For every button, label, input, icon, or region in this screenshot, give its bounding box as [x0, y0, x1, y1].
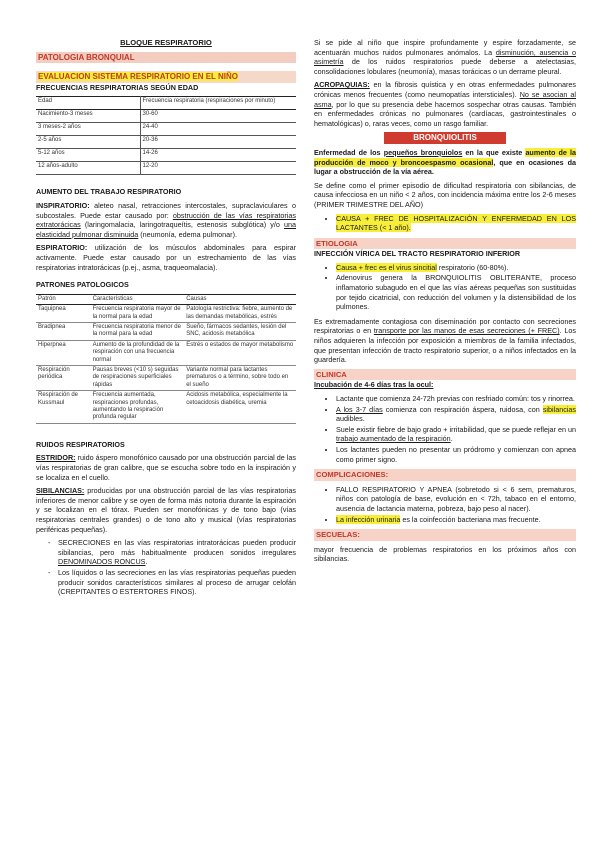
bronquiolitis-definition-2: Se define como el primer episodio de dificultad respiratoria con sibilancias, de causa infecciosa en un niño < 2 años, con incidencia máxima entre los 2-6 meses (PRIMER TRIMESTRE DEL AÑO) — [314, 180, 576, 209]
table-row — [36, 162, 296, 175]
etiologia-bullets — [314, 263, 576, 312]
text-span: . — [145, 557, 148, 567]
inspiratorio-paragraph — [36, 201, 296, 239]
table-cell: 20-36 — [140, 136, 296, 149]
table-row — [36, 365, 296, 390]
text-span: , por lo que su presencia debe hacernos sospechar otras causas. También en enfermedades crónicas no pulmonares (cardíacas, gastrointestinales o hematológicas) o, raras veces, como un rasgo familiar. — [314, 99, 576, 128]
table-cell: 12 años-adulto — [36, 162, 140, 175]
sibilancias-paragraph — [36, 486, 296, 534]
section-evaluacion — [36, 71, 296, 83]
text-span: . Los niños adquieren la infección por exposición a miembros de la familia infectados, que presentan infección de tracto respiratorio superior, o a niños infectados en la guardería. — [314, 326, 576, 365]
bronquiolitis-title: BRONQUIOLITIS — [384, 132, 506, 144]
text-highlight: Causa + frec es el virus sincitial — [336, 262, 437, 272]
text-span: utilización de los músculos abdominales para espirar activamente. Puede estar causado por un estrechamiento de las vías respiratorias intratorácicas (p.ej., asma, traqueomalacia). — [36, 243, 296, 272]
text-underlined: disminución, ausencia o asimetría — [314, 47, 576, 67]
table-row — [36, 322, 296, 340]
complicaciones-title: COMPLICACIONES: — [314, 469, 576, 481]
list-item: • Lactante que comienza 24-72h previas con resfriado común: tos y rinorrea. — [336, 394, 576, 404]
espiratorio-label: ESPIRATORIO: — [36, 243, 88, 253]
text-span: SECRECIONES en las vías respiratorias intratorácicas pueden producir sibilancias, pero más habitualmente producen sonidos irregulares — [58, 538, 296, 557]
text-underlined: transporte por las manos de esas secreciones (+ FREC) — [373, 326, 560, 336]
table-cell: Aumento de la profundidad de la respiración con una frecuencia normal — [91, 340, 185, 365]
text-span: respiratorio (60-80%). — [436, 262, 509, 272]
right-column — [314, 38, 576, 564]
text-span: aleteo nasal, retracciones intercostales, supraclaviculares o subcostales. Puede estar causado por: — [36, 200, 296, 220]
table-cell: Pausas breves (<10 s) seguidas de respiraciones superficiales rápidas — [91, 365, 185, 390]
text-span: comienza con respiración áspera, ruidosa, con — [382, 404, 543, 414]
table-header-row — [36, 97, 296, 110]
text-span: ruido áspero monofónico causado por una obstrucción parcial de las vías respiratorias de gran calibre, que se escucha sobre todo en la inspiración y se localiza en el cuello. — [36, 453, 296, 482]
table-cell: 30-60 — [140, 110, 296, 123]
table-cell: Taquipnea — [36, 305, 91, 323]
text-span: Es extremadamente contagiosa con diseminación por contacto con secreciones respiratorias o en — [314, 316, 576, 336]
table-cell: Estrés o estados de mayor metabolismo — [184, 340, 296, 365]
table-header-cell: Edad — [36, 97, 140, 110]
intro-paragraph — [314, 38, 576, 76]
table-cell: Variante normal para lactantes prematuros o a término, sobre todo en el sueño — [184, 365, 296, 390]
table-row — [36, 110, 296, 123]
text-span: de los ruidos respiratorios puede deberse a atelectasias, consolidaciones lobulares (neumonía), masas torácicas o un derrame pleural. — [314, 57, 576, 76]
list-item — [336, 405, 576, 424]
list-item — [58, 538, 296, 567]
table-cell: Patología restrictiva: fiebre, aumento de las demandas metabólicas, estrés — [184, 305, 296, 323]
sibilancias-label: SIBILANCIAS: — [36, 486, 85, 496]
ruidos-dash-list — [36, 538, 296, 597]
table-header-row — [36, 294, 296, 304]
text-span: Enfermedad de los — [314, 147, 384, 157]
list-item — [336, 425, 576, 444]
table-header-cell: Causas — [184, 294, 296, 304]
table-cell: 12-20 — [140, 162, 296, 175]
table-cell: 3 meses-2 años — [36, 123, 140, 136]
text-underlined: obstrucción de las vías respiratorias extratorácicas — [36, 210, 296, 230]
acropaquias-label: ACROPAQUIAS: — [314, 80, 370, 90]
text-span: en la fibrosis quística y en otras enfermedades pulmonares crónicas menos frecuentes (como neumopatías intersticiales). — [314, 80, 576, 99]
incubacion-text: Incubación de 4-6 días tras la ocul: — [314, 380, 434, 390]
espiratorio-paragraph — [36, 243, 296, 272]
list-item: • Adenovirus genera la BRONQUIOLITIS OBLITERANTE, proceso inflamatorio subagudo en el que las vías aéreas pequeñas son sustituidas por tejido cicatricial, con reducción del volumen y la distensibilidad de los pulmones. — [336, 273, 576, 311]
text-span: (laringomalacia, laringotraqueítis, estenosis subglótica) y/o — [80, 220, 284, 230]
table-cell: 2-5 años — [36, 136, 140, 149]
text-highlight: CAUSA + FREC DE HOSPITALIZACIÓN Y ENFERMEDAD EN LOS LACTANTES (< 1 año). — [336, 213, 576, 233]
clinica-bullets — [314, 394, 576, 464]
frequency-table — [36, 96, 296, 175]
table-cell: Frecuencia respiratoria mayor de la normal para la edad — [91, 305, 185, 323]
text-underlined: trabajo aumentado de la respiración — [336, 434, 451, 444]
estridor-paragraph — [36, 453, 296, 482]
table-row — [36, 136, 296, 149]
aumento-title: AUMENTO DEL TRABAJO RESPIRATORIO — [36, 187, 182, 197]
text-span: producidas por una obstrucción parcial de las vías respiratorias inferiores de menor calibre y se oyen de forma más notoria durante la espiración y se localizan en el tórax. Pueden ser monofónicas y de tono bajo (vías respiratorias centrales grandes) o de tono alto y musical (vías respiratorias periféricas pequeñas). — [36, 486, 296, 534]
text-underlined: No se asocian al asma — [314, 89, 576, 109]
list-item — [336, 515, 576, 525]
text-span: (neumonía, edema pulmonar). — [138, 229, 237, 239]
section-patologia-bronquial: PATOLOGIA BRONQUIAL — [36, 52, 296, 64]
table-header-cell: Patrón — [36, 294, 91, 304]
acropaquias-paragraph — [314, 80, 576, 128]
complicaciones-bullets — [314, 485, 576, 524]
evaluacion-title: EVALUACION SISTEMA RESPIRATORIO EN EL NIÑO — [38, 72, 239, 82]
table-header-cell: Características — [91, 294, 185, 304]
etiologia-subtitle: INFECCIÓN VÍRICA DEL TRACTO RESPIRATORIO INFERIOR — [314, 249, 521, 259]
list-item: • FALLO RESPIRATORIO Y APNEA (sobretodo si < 6 sem, prematuros, niños con patología de base, evolución en < 72h, tabaco en el entorno, ausencia de lactancia materna, pobreza, bajo peso al nacer). — [336, 485, 576, 514]
table-cell: Hiperpnea — [36, 340, 91, 365]
table-row — [36, 149, 296, 162]
table-header-cell: Frecuencia respiratoria (respiraciones por minuto) — [140, 97, 296, 110]
table-cell: Sueño, fármacos sedantes, lesión del SNC, acidosis metabólica — [184, 322, 296, 340]
patterns-table — [36, 294, 296, 424]
table-cell: Respiración periódica — [36, 365, 91, 390]
estridor-label: ESTRIDOR: — [36, 453, 76, 463]
table-cell: 24-40 — [140, 123, 296, 136]
bronquiolitis-bullets — [314, 214, 576, 233]
table-cell: Nacimiento-3 meses — [36, 110, 140, 123]
ruidos-title: RUIDOS RESPIRATORIOS — [36, 439, 125, 449]
table-row — [36, 391, 296, 424]
text-span: en la que existe — [462, 147, 526, 157]
table-cell: Respiración de Kussmaul — [36, 391, 91, 424]
block-title: BLOQUE RESPIRATORIO — [120, 38, 212, 47]
inspiratorio-label: INSPIRATORIO: — [36, 200, 90, 210]
contagio-paragraph — [314, 317, 576, 365]
secuelas-title: SECUELAS: — [314, 529, 576, 541]
table-row — [36, 123, 296, 136]
text-span: audibles. — [336, 414, 365, 424]
table-row — [36, 340, 296, 365]
text-span: Suele existir fiebre de bajo grado + irritabilidad, que se puede reflejar en un — [336, 424, 576, 434]
text-highlight: La infección urinaria — [336, 514, 401, 524]
table-cell: Frecuencia aumentada, respiraciones profundas, aumentando la respiración profunda regular — [91, 391, 185, 424]
list-item: • Los lactantes pueden no presentar un pródromo y comienzan con apnea como primer signo. — [336, 445, 576, 464]
patrones-title: PATRONES PATOLOGICOS — [36, 280, 129, 290]
text-span: Si se pide al niño que inspire profundamente y espire forzadamente, se acentuarán muchos ruidos pulmonares anómalos. La — [314, 38, 576, 57]
secuelas-text: mayor frecuencia de problemas respiratorios en los próximos años con sibilancias. — [314, 544, 576, 564]
table-cell: Frecuencia respiratoria menor de la normal para la edad — [91, 322, 185, 340]
text-underlined: DENOMINADOS RONCUS — [58, 557, 146, 567]
text-span: es la coinfección bacteriana mas frecuente. — [400, 514, 541, 524]
text-span: , que en ocasiones da lugar a obstrucción de la vía aérea. — [314, 157, 577, 177]
list-item — [336, 263, 576, 273]
list-item — [336, 214, 576, 233]
table-cell: Bradipnea — [36, 322, 91, 340]
etiologia-title: ETIOLOGIA — [314, 238, 576, 250]
left-column — [36, 38, 296, 598]
text-highlight: aumento de la producción de moco y broncoespasmo ocasional — [314, 147, 577, 167]
table-cell: 14-26 — [140, 149, 296, 162]
list-item: - Los líquidos o las secreciones en las vías respiratorias pequeñas pueden producir sonidos característicos similares al proceso de arrugar celofán (CREPITANTES O ESTERTORES FINOS). — [58, 568, 296, 597]
text-span: . — [450, 434, 453, 444]
table-cell: 5-12 años — [36, 149, 140, 162]
freq-title: FRECUENCIAS RESPIRATORIAS SEGÚN EDAD — [36, 82, 199, 92]
clinica-title: CLINICA — [314, 369, 576, 381]
bronquiolitis-definition — [314, 148, 576, 177]
table-row — [36, 305, 296, 323]
text-underlined: pequeños bronquiolos — [383, 147, 463, 157]
text-underlined: una elasticidad pulmonar disminuida — [36, 220, 296, 239]
text-underlined: A los 3-7 días — [336, 404, 383, 414]
text-highlight: sibilancias — [542, 404, 576, 414]
table-cell: Acidosis metabólica, especialmente la cetoacidosis diabética, uremia — [184, 391, 296, 424]
